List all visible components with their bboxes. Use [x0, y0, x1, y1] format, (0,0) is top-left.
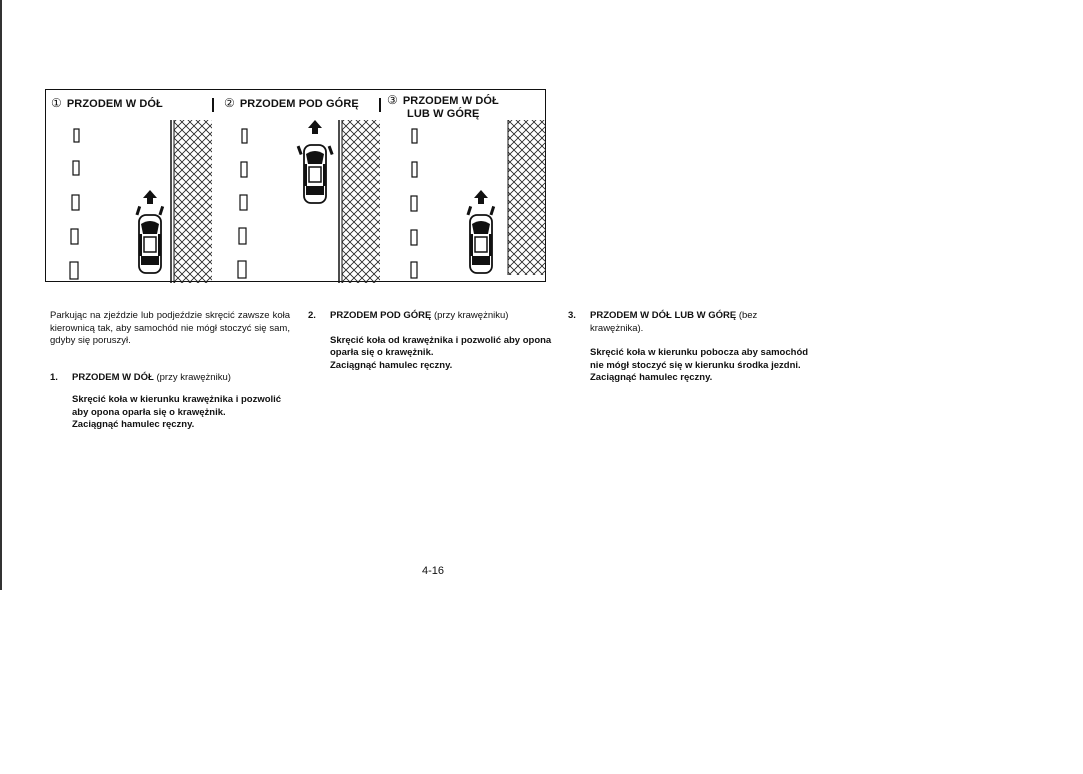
- panel-3-drawing: [411, 120, 546, 278]
- item-1-instruction: Skręcić koła w kierunku krawężnika i pozwolić aby opona oparła się o krawężnik.: [72, 394, 282, 418]
- panel-divider: [379, 98, 381, 112]
- page-number: 4-16: [422, 565, 445, 577]
- panel-1-drawing: [70, 120, 212, 283]
- intro-paragraph: Parkując na zjeździe lub podjeździe skręcić zawsze koła kierownicą tak, aby samochód nie mógł stoczyć się sam, gdyby się poruszył.: [50, 310, 290, 346]
- panel-2-title: ② PRZODEM POD GÓRĘ: [224, 96, 359, 110]
- column-1: [50, 310, 290, 432]
- item-1-brake: Zaciągnąć hamulec ręczny.: [72, 419, 195, 430]
- item-3-instruction: Skręcić koła w kierunku pobocza aby samochód nie mógł stoczyć się w kierunku środka jezdni.: [590, 347, 809, 371]
- panel-2-drawing: [238, 120, 380, 283]
- panel-divider: [212, 98, 214, 112]
- item-2-brake: Zaciągnąć hamulec ręczny.: [330, 359, 453, 371]
- item-3-heading: 3. PRZODEM W DÓŁ LUB W GÓRĘ (bez krawężnika).: [568, 310, 758, 334]
- item-3-brake: Zaciągnąć hamulec ręczny.: [590, 372, 713, 383]
- parking-diagram: [45, 89, 546, 282]
- panel-3-title: ③ PRZODEM W DÓŁ LUB W GÓRĘ: [387, 93, 499, 120]
- panel-1-title: ① PRZODEM W DÓŁ: [51, 96, 163, 110]
- column-2: [308, 310, 553, 372]
- item-2-instruction: Skręcić koła od krawężnika i pozwolić aby opona oparła się o krawężnik.: [330, 334, 552, 358]
- item-2-heading: 2. PRZODEM POD GÓRĘ (przy krawężniku): [308, 310, 509, 321]
- column-3: [568, 310, 813, 385]
- page-edge-line: [0, 0, 2, 590]
- item-1-heading: 1. PRZODEM W DÓŁ (przy krawężniku): [50, 371, 231, 383]
